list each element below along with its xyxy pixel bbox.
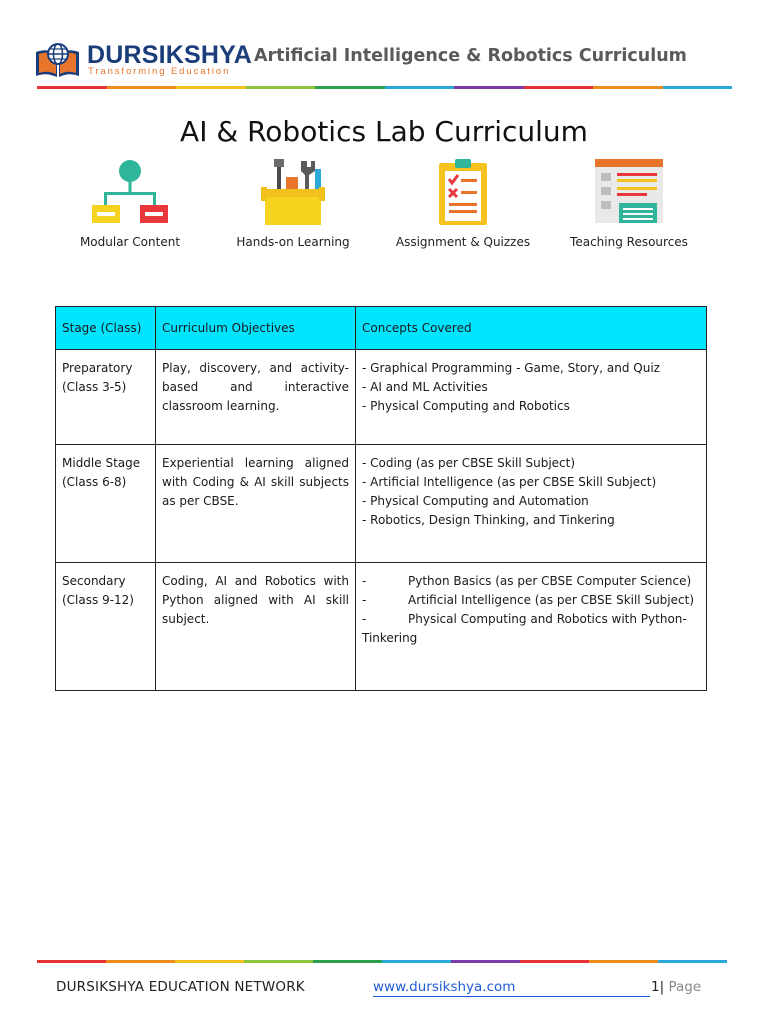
stripe-segment (451, 960, 520, 963)
table-row (56, 350, 707, 445)
concept-item: - Graphical Programming - Game, Story, and Quiz (362, 361, 660, 375)
stripe-segment (589, 960, 658, 963)
feature-label: Modular Content (79, 235, 181, 249)
footer-website-link[interactable]: www.dursikshya.com (373, 979, 650, 997)
globe-book-icon (33, 40, 83, 82)
concepts-cell (356, 445, 707, 563)
stripe-segment (315, 86, 385, 89)
stripe-segment (593, 86, 663, 89)
footer-organization: DURSIKSHYA EDUCATION NETWORK (56, 979, 305, 995)
stripe-segment (244, 960, 313, 963)
concept-bullet: - (362, 612, 367, 626)
concept-item (362, 591, 700, 610)
feature-assignment-quizzes (383, 155, 543, 255)
table-row (56, 445, 707, 563)
stripe-segment (107, 86, 177, 89)
page-number: 1 (651, 979, 660, 995)
concept-item: - Robotics, Design Thinking, and Tinkering (362, 513, 615, 527)
clipboard-checklist-icon (423, 157, 503, 231)
page-label: Page (668, 979, 702, 995)
stripe-segment (382, 960, 451, 963)
feature-label: Assignment & Quizzes (395, 235, 531, 249)
table-row (56, 563, 707, 691)
column-header-stage: Stage (Class) (56, 307, 156, 350)
objectives-cell: Play, discovery, and activity-based and interactive classroom learning. (156, 350, 356, 445)
column-header-concepts: Concepts Covered (356, 307, 707, 350)
page-title: AI & Robotics Lab Curriculum (180, 115, 588, 148)
concept-item: - Physical Computing and Automation (362, 494, 589, 508)
toolbox-icon (253, 157, 333, 231)
stripe-segment (520, 960, 589, 963)
stage-cell: Middle Stage (Class 6-8) (56, 445, 156, 563)
stripe-segment (37, 960, 106, 963)
stage-cell: Secondary (Class 9-12) (56, 563, 156, 691)
concept-text: Artificial Intelligence (as per CBSE Skill Subject) (408, 593, 694, 607)
stripe-segment (524, 86, 594, 89)
concept-item: - AI and ML Activities (362, 380, 488, 394)
concepts-cell (356, 563, 707, 691)
curriculum-table (55, 306, 707, 691)
feature-label: Teaching Resources (570, 235, 688, 249)
concept-item: - Artificial Intelligence (as per CBSE Skill Subject) (362, 475, 657, 489)
column-header-objectives: Curriculum Objectives (156, 307, 356, 350)
feature-label: Hands-on Learning (236, 235, 350, 249)
header-title: Artificial Intelligence & Robotics Curriculum (254, 46, 687, 66)
stripe-segment (658, 960, 727, 963)
feature-teaching-resources (549, 155, 709, 255)
stripe-segment (246, 86, 316, 89)
stage-cell: Preparatory (Class 3-5) (56, 350, 156, 445)
stripe-segment (176, 86, 246, 89)
header-color-stripe (37, 86, 732, 89)
stripe-segment (663, 86, 733, 89)
objectives-cell: Experiential learning aligned with Coding & AI skill subjects as per CBSE. (156, 445, 356, 563)
concept-text: Physical Computing and Robotics with Python- Tinkering (362, 612, 687, 645)
stripe-segment (454, 86, 524, 89)
feature-hands-on-learning (213, 155, 373, 255)
hierarchy-icon (90, 157, 170, 231)
page-separator: | (659, 979, 665, 995)
concepts-cell (356, 350, 707, 445)
concept-bullet: - (362, 574, 367, 588)
stripe-segment (313, 960, 382, 963)
concept-item: - Coding (as per CBSE Skill Subject) (362, 456, 576, 470)
stripe-segment (37, 86, 107, 89)
concept-item (362, 572, 700, 591)
footer-color-stripe (37, 960, 727, 963)
concept-text: Python Basics (as per CBSE Computer Science) (408, 574, 692, 588)
document-board-icon (589, 157, 669, 231)
concept-item: - Physical Computing and Robotics (362, 399, 570, 413)
stripe-segment (385, 86, 455, 89)
footer-page-number (651, 979, 701, 995)
concept-item (362, 610, 700, 648)
concept-bullet: - (362, 593, 367, 607)
brand-tagline: Transforming Education (88, 66, 231, 77)
stripe-segment (106, 960, 175, 963)
feature-modular-content (50, 155, 210, 255)
brand-name: DURSIKSHYA (87, 41, 253, 69)
table-header-row (56, 307, 707, 350)
objectives-cell: Coding, AI and Robotics with Python aligned with AI skill subject. (156, 563, 356, 691)
stripe-segment (175, 960, 244, 963)
